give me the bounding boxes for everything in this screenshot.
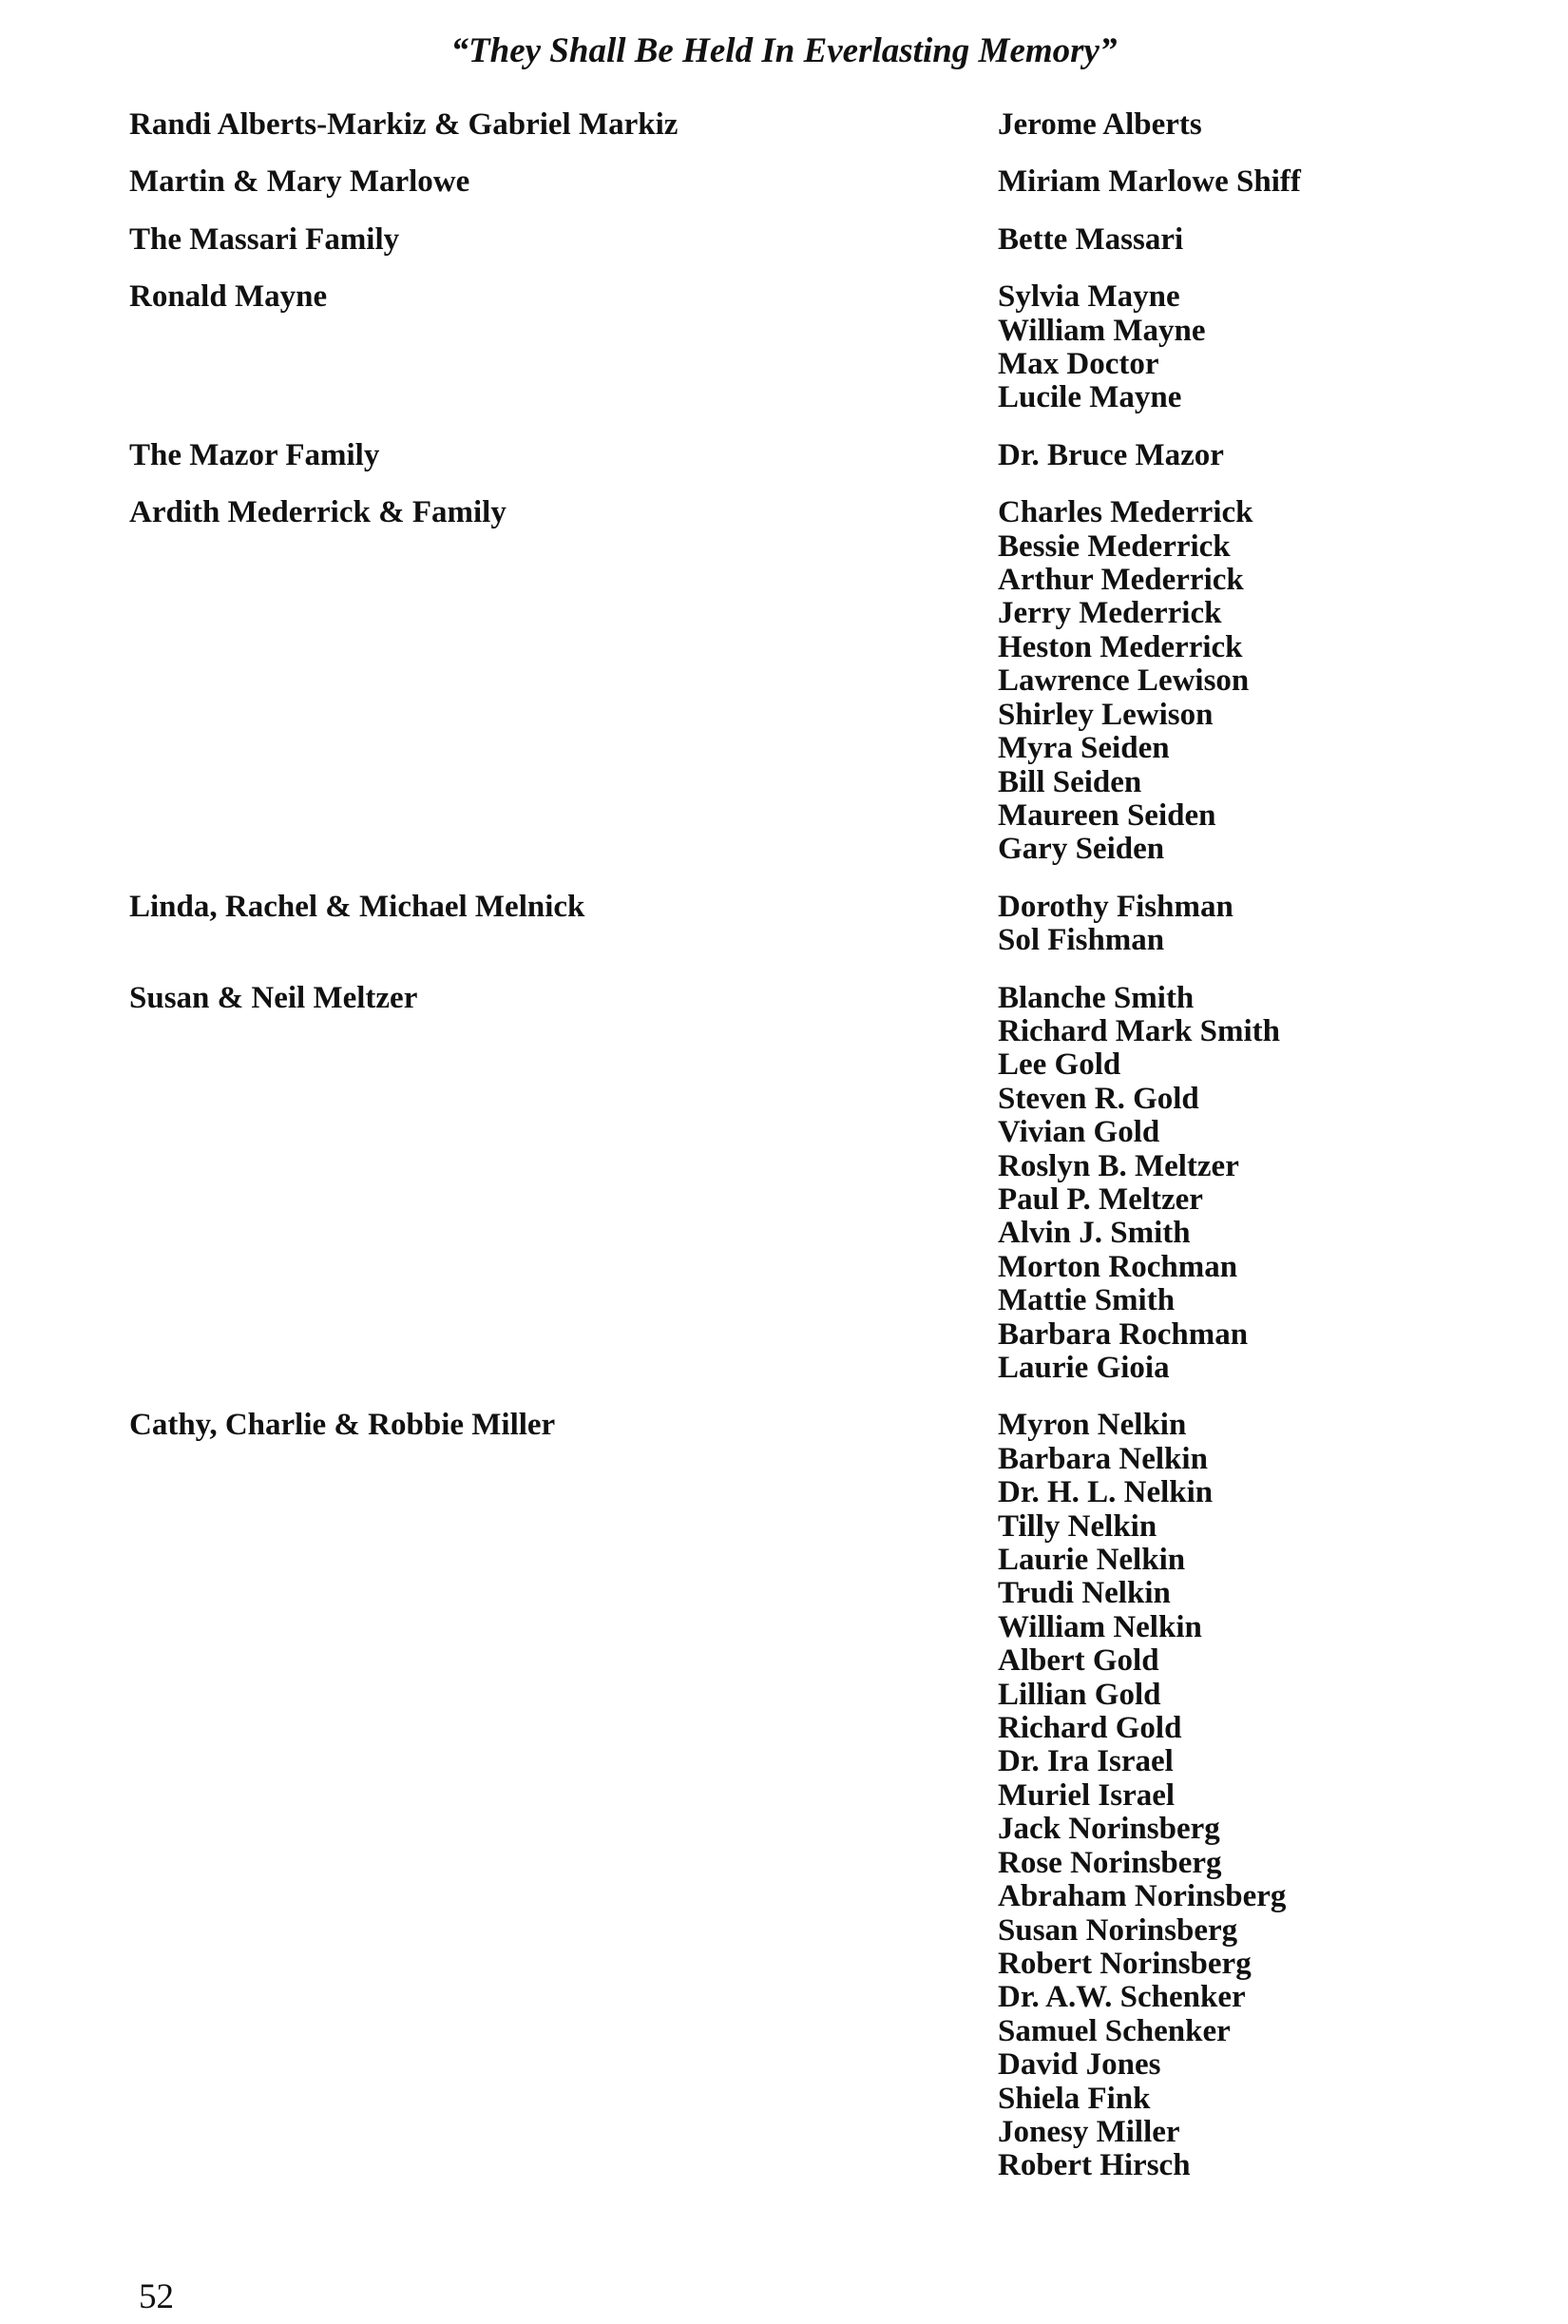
memorial-name: Lee Gold [998, 1047, 1121, 1083]
memorial-name: Blanche Smith [998, 980, 1195, 1015]
donor-name: The Mazor Family [129, 437, 380, 472]
memorial-name: Abraham Norinsberg [998, 1879, 1287, 1914]
memorial-name-list [998, 1409, 1460, 2182]
memorial-name: Susan Norinsberg [998, 1912, 1238, 1948]
memorial-name: Miriam Marlowe Shiff [998, 164, 1301, 200]
donor-name: Randi Alberts-Markiz & Gabriel Markiz [129, 107, 679, 142]
memorial-entry [129, 165, 1460, 199]
memorial-entry [129, 891, 1460, 958]
memorial-name: Tilly Nelkin [998, 1508, 1157, 1544]
memorial-name: Richard Mark Smith [998, 1013, 1280, 1048]
memorial-name: Bette Massari [998, 221, 1184, 257]
memorial-entry [129, 439, 1460, 472]
memorial-name: Arthur Mederrick [998, 563, 1244, 598]
page-number: 52 [139, 2277, 174, 2316]
memorial-name: Laurie Nelkin [998, 1543, 1186, 1578]
memorial-name: Vivian Gold [998, 1115, 1160, 1150]
memorial-name-list [998, 165, 1460, 199]
memorial-name: Max Doctor [998, 347, 1159, 382]
donor-name: Linda, Rachel & Michael Melnick [129, 889, 585, 924]
memorial-name: Dr. Ira Israel [998, 1744, 1174, 1779]
memorial-name: Mattie Smith [998, 1283, 1176, 1318]
memorial-name: Bill Seiden [998, 764, 1142, 799]
memorial-name: Barbara Rochman [998, 1316, 1249, 1352]
memorial-name-list [998, 280, 1460, 415]
memorial-name-list [998, 496, 1460, 866]
donor-name: Susan & Neil Meltzer [129, 980, 418, 1015]
memorial-name: Roslyn B. Meltzer [998, 1148, 1239, 1183]
memorial-name: Gary Seiden [998, 832, 1165, 867]
memorial-name: Myron Nelkin [998, 1408, 1187, 1443]
memorial-name: Robert Hirsch [998, 2148, 1191, 2183]
memorial-name: Lawrence Lewison [998, 663, 1250, 699]
memorial-name: Shiela Fink [998, 2081, 1151, 2116]
memorial-entry [129, 223, 1460, 257]
memorial-name: Maureen Seiden [998, 797, 1216, 833]
memorial-name: Muriel Israel [998, 1777, 1176, 1813]
memorial-name-list [998, 108, 1460, 142]
memorial-name: Samuel Schenker [998, 2013, 1231, 2048]
memorial-name: Steven R. Gold [998, 1081, 1199, 1116]
memorial-name: Morton Rochman [998, 1249, 1238, 1284]
donor-name: The Massari Family [129, 221, 400, 257]
memorial-name: Jack Norinsberg [998, 1812, 1220, 1847]
memorial-name: David Jones [998, 2047, 1161, 2083]
memorial-name-list [998, 439, 1460, 472]
memorial-entries [129, 108, 1460, 2207]
donor-name: Ardith Mederrick & Family [129, 495, 507, 530]
memorial-name: Paul P. Meltzer [998, 1181, 1203, 1217]
memorial-entry [129, 108, 1460, 142]
memorial-entry [129, 982, 1460, 1386]
memorial-entry [129, 496, 1460, 866]
memorial-entry [129, 280, 1460, 415]
memorial-name-list [998, 891, 1460, 958]
memorial-name: Heston Mederrick [998, 629, 1243, 664]
donor-name: Martin & Mary Marlowe [129, 164, 470, 200]
memorial-name: Charles Mederrick [998, 495, 1253, 530]
memorial-name: Albert Gold [998, 1643, 1159, 1679]
memorial-name: Dr. Bruce Mazor [998, 437, 1224, 472]
memorial-name: Richard Gold [998, 1711, 1182, 1746]
memorial-name: William Mayne [998, 313, 1206, 348]
memorial-name: Myra Seiden [998, 731, 1170, 766]
memorial-name: Robert Norinsberg [998, 1946, 1252, 1981]
memorial-name: Lucile Mayne [998, 380, 1182, 415]
memorial-name: Lillian Gold [998, 1677, 1161, 1712]
memorial-name: Sol Fishman [998, 923, 1165, 958]
page-title: “They Shall Be Held In Everlasting Memory” [450, 31, 1118, 70]
memorial-entry [129, 1409, 1460, 2182]
memorial-name: Dr. H. L. Nelkin [998, 1475, 1214, 1510]
memorial-name-list [998, 982, 1460, 1386]
memorial-name: William Nelkin [998, 1609, 1202, 1644]
memorial-name: Jerome Alberts [998, 107, 1202, 142]
donor-name: Cathy, Charlie & Robbie Miller [129, 1408, 556, 1443]
memorial-name: Jerry Mederrick [998, 596, 1222, 631]
memorial-name: Barbara Nelkin [998, 1441, 1208, 1476]
memorial-name: Bessie Mederrick [998, 528, 1231, 564]
memorial-name: Trudi Nelkin [998, 1576, 1171, 1611]
memorial-name: Rose Norinsberg [998, 1845, 1222, 1880]
donor-name: Ronald Mayne [129, 279, 328, 315]
memorial-name: Sylvia Mayne [998, 279, 1180, 315]
memorial-name: Laurie Gioia [998, 1351, 1170, 1385]
memorial-name: Alvin J. Smith [998, 1216, 1191, 1251]
memorial-name-list [998, 223, 1460, 257]
memorial-name: Dorothy Fishman [998, 889, 1233, 924]
memorial-name: Jonesy Miller [998, 2114, 1180, 2149]
memorial-name: Shirley Lewison [998, 697, 1214, 732]
memorial-name: Dr. A.W. Schenker [998, 1980, 1246, 2015]
